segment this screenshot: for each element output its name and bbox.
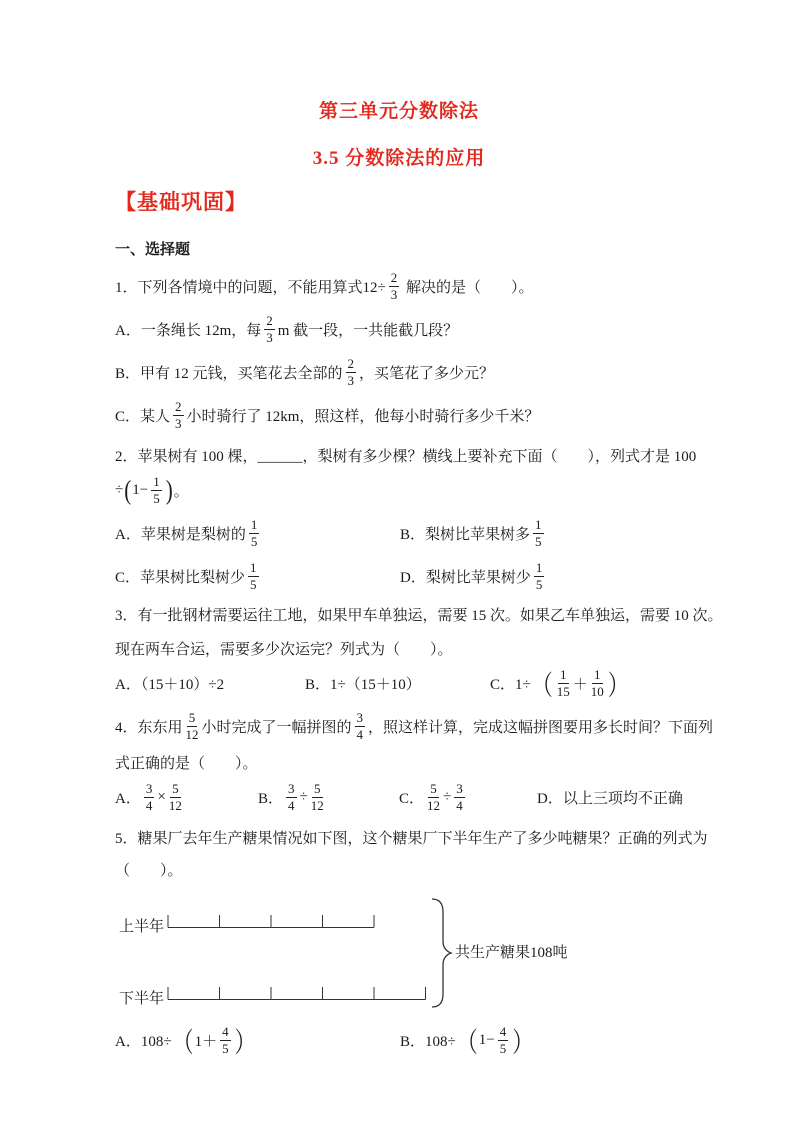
question-2-option-c: C．苹果树比梨树少 $\frac{1}{5}$ — [115, 560, 257, 592]
lesson-title: 3.5 分数除法的应用 — [312, 148, 486, 169]
question-2-stem-line1: 2．苹果树有 100 棵，______，梨树有多少棵？横线上要补充下面（ ），列式才是 100 — [115, 448, 697, 465]
question-3-stem-line2: 现在两车合运，需要多少次运完？列式为（ ）。 — [115, 641, 453, 658]
question-4-stem-line1: 4．东东用 $\frac{5}{12}$ 小时完成了一幅拼图的 $\frac{3}{4}$ ，照这样计算，完成这幅拼图要用多长时间？下面列 — [115, 710, 714, 742]
question-4-stem-line2: 式正确的是（ ）。 — [115, 755, 258, 772]
unit-title: 第三单元分数除法 — [318, 101, 479, 122]
candy-production-diagram — [115, 893, 683, 1019]
question-3-options-row — [115, 662, 683, 705]
question-3-option-a: A．（15＋10）÷2 — [115, 677, 225, 693]
question-1-stem: 1．下列各情境中的问题，不能用算式12÷ $\frac{2}{3}$ 解决的是（ ）。 — [115, 270, 534, 302]
question-4-options-row — [115, 776, 683, 819]
first-half-bar — [167, 911, 375, 929]
brace-icon — [429, 897, 455, 1009]
diagram-label-second-half: 下半年 — [119, 991, 165, 1007]
question-3-option-c: C．1÷ （ $\frac{1}{15}$ ＋ $\frac{1}{10}$ ） — [490, 667, 629, 701]
question-1-option-b: B．甲有 12 元钱，买笔花去全部的 $\frac{2}{3}$ ，买笔花了多少元？ — [115, 356, 495, 388]
question-5-stem-line1: 5．糖果厂去年生产糖果情况如下图，这个糖果厂下半年生产了多少吨糖果？正确的列式为 — [115, 830, 708, 847]
question-5-option-a: A．108÷ （ 1＋ $\frac{4}{5}$ ） — [115, 1024, 256, 1058]
question-1-option-a: A．一条绳长 12m，每 $\frac{2}{3}$ m 截一段，一共能截几段？ — [115, 313, 459, 345]
question-4-option-a: A． $\frac{3}{4}$ × $\frac{5}{12}$ — [115, 781, 182, 813]
question-3-stem-line1: 3．有一批钢材需要运往工地，如果甲车单独运，需要 15 次。如果乙车单独运，需要 10 次。 — [115, 607, 723, 624]
question-4-option-d: D．以上三项均不正确 — [537, 791, 683, 807]
question-2-option-a: A．苹果树是梨树的 $\frac{1}{5}$ — [115, 517, 258, 549]
question-3-option-b: B．1÷（15＋10） — [305, 677, 421, 693]
diagram-label-first-half: 上半年 — [119, 919, 165, 935]
question-4-option-c: C． $\frac{5}{12}$ ÷ $\frac{3}{4}$ — [399, 781, 463, 813]
question-2-options-row-1 — [115, 512, 683, 555]
second-half-bar — [167, 983, 427, 1001]
part1-heading: 一、选择题 — [115, 242, 191, 258]
question-1-option-c: C．某人 $\frac{2}{3}$ 小时骑行了 12km，照这样，他每小时骑行多少千米？ — [115, 399, 540, 431]
question-5-option-b: B．108÷ （ 1− $\frac{4}{5}$ ） — [400, 1024, 534, 1058]
question-4-option-b: B． $\frac{3}{4}$ ÷ $\frac{5}{12}$ — [258, 781, 324, 813]
question-2-options-row-2 — [115, 555, 683, 598]
question-5-stem-line2: （ ）。 — [115, 862, 183, 879]
section-badge: 【基础巩固】 — [115, 190, 247, 214]
question-2-option-b: B．梨树比苹果树多 $\frac{1}{5}$ — [400, 517, 542, 549]
question-2-stem-line2: ÷ ( 1− $\frac{1}{5}$ ) 。 — [115, 474, 189, 506]
diagram-total-label: 共生产糖果108吨 — [455, 945, 568, 961]
question-5-options-row — [115, 1019, 683, 1062]
question-2-option-d: D．梨树比苹果树少 $\frac{1}{5}$ — [400, 560, 543, 592]
